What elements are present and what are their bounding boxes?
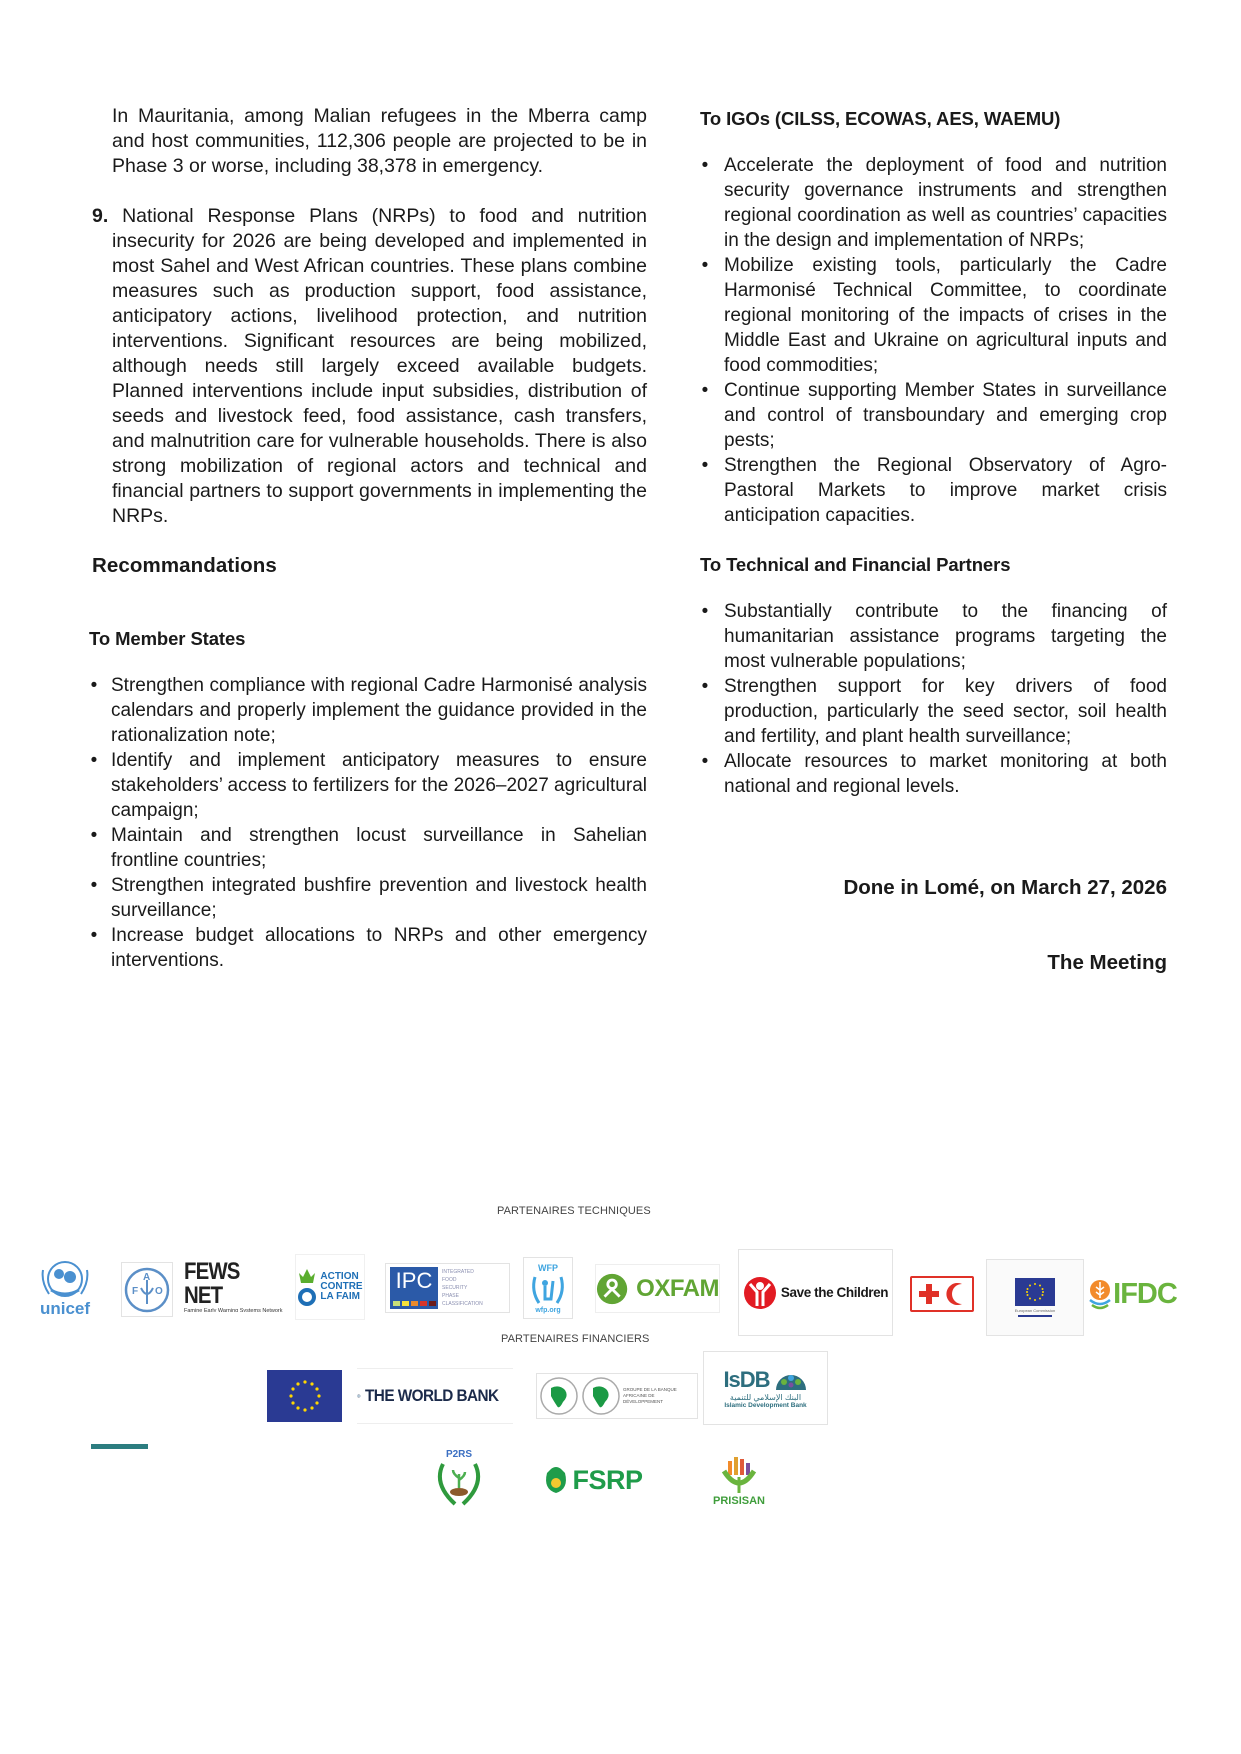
list-item: • Accelerate the deployment of food and nutrition security governance instruments and strengthen regional coordination as well as countries’ capacities in the design and implementation of NRPs;	[701, 155, 1167, 251]
ipc-caption: INTEGRATED FOOD SECURITY PHASE CLASSIFICATION	[442, 1269, 483, 1307]
afdb-emblem-icon-2	[581, 1376, 621, 1416]
ifdc-emblem-icon	[1089, 1278, 1111, 1310]
item-9-paragraph	[92, 204, 647, 529]
list-item: • Strengthen compliance with regional Cadre Harmonisé analysis calendars and properly implement the guidance provided in the rationalization note;	[90, 675, 647, 746]
isdb-logo	[703, 1351, 828, 1425]
bullet-icon: •	[701, 601, 709, 622]
bullet-icon: •	[701, 751, 709, 772]
wfp-emblem-icon	[529, 1273, 567, 1307]
save-the-children-emblem-icon	[743, 1276, 777, 1310]
partners-heading: To Technical and Financial Partners	[700, 554, 1011, 575]
afdb-emblem-icon	[539, 1376, 579, 1416]
bullet-icon: •	[701, 455, 709, 476]
fsrp-bag-icon	[543, 1465, 569, 1495]
done-in-place-date: Done in Lomé, on March 27, 2026	[843, 876, 1167, 899]
list-item: • Strengthen support for key drivers of food production, particularly the seed sector, soil health and fertility, and plant health surveillance;	[701, 676, 1167, 747]
ifdc-logo	[1088, 1274, 1178, 1314]
fao-emblem-icon	[123, 1266, 171, 1314]
list-item: • Continue supporting Member States in surveillance and control of transboundary and emerging crop pests;	[701, 380, 1167, 451]
unicef-emblem-icon	[37, 1258, 93, 1300]
ifdc-wordmark: IFDC	[1113, 1277, 1177, 1310]
signature: The Meeting	[1047, 951, 1167, 974]
fewsnet-logo	[184, 1262, 299, 1312]
red-cross-crescent-logo	[910, 1276, 974, 1312]
partners-list	[700, 599, 1167, 799]
acf-wordmark: ACTION CONTRE LA FAIM	[320, 1271, 363, 1302]
oxfam-logo	[595, 1264, 720, 1313]
fsrp-logo	[540, 1460, 646, 1500]
isdb-arabic: البنك الإسلامي للتنمية	[729, 1393, 802, 1402]
afdb-logo	[536, 1373, 698, 1419]
bullet-icon: •	[90, 750, 98, 771]
mauritania-paragraph: In Mauritania, among Malian refugees in the Mberra camp and host communities, 112,306 people are projected to be in Phase 3 or worse, including 38,378 in emergency.	[112, 105, 647, 177]
ec-underline	[1018, 1315, 1052, 1317]
eu-flag-icon	[1015, 1278, 1055, 1306]
prisisan-wordmark: PRISISAN	[713, 1495, 765, 1507]
list-item: • Allocate resources to market monitoring at both national and regional levels.	[701, 751, 1167, 797]
p2rs-wreath-icon	[431, 1460, 487, 1508]
fao-letter-a: A	[143, 1271, 151, 1283]
ipc-phase-scale	[393, 1301, 436, 1306]
bullet-icon: •	[701, 676, 709, 697]
oxfam-wordmark: OXFAM	[636, 1274, 719, 1302]
igos-heading: To IGOs (CILSS, ECOWAS, AES, WAEMU)	[700, 108, 1061, 129]
world-bank-logo	[357, 1368, 513, 1424]
red-crescent-icon	[946, 1282, 966, 1306]
p2rs-logo	[427, 1448, 491, 1510]
bullet-icon: •	[701, 380, 709, 401]
prisisan-emblem-icon	[714, 1455, 764, 1495]
list-item: • Increase budget allocations to NRPs and other emergency interventions.	[90, 925, 647, 971]
wfp-logo: WFP wfp.org	[523, 1257, 573, 1319]
world-bank-globe-icon	[357, 1373, 361, 1419]
list-item: • Mobilize existing tools, particularly the Cadre Harmonisé Technical Committee, to coordinate regional monitoring of the impacts of crises in the Middle East and Ukraine on agricultural inputs and food commodities;	[701, 255, 1167, 376]
ipc-logo	[385, 1263, 510, 1313]
eu-stars-icon	[280, 1376, 330, 1416]
world-bank-wordmark: THE WORLD BANK	[364, 1386, 499, 1405]
igos-list	[700, 153, 1167, 528]
save-the-children-logo	[738, 1249, 893, 1336]
fao-letter-f: F	[132, 1285, 139, 1297]
acf-emblem-icon	[297, 1265, 317, 1309]
bullet-icon: •	[701, 155, 709, 176]
left-column	[89, 104, 647, 973]
list-item: • Identify and implement anticipatory measures to ensure stakeholders’ access to fertilizers for the 2026–2027 agricultural campaign;	[90, 750, 647, 821]
bullet-icon: •	[90, 675, 98, 696]
fsrp-wordmark: FSRP	[572, 1464, 643, 1495]
fewsnet-subtitle: Famine Early Warning Systems Network	[184, 1308, 283, 1312]
list-item: • Maintain and strengthen locust surveillance in Sahelian frontline countries;	[90, 825, 647, 871]
oxfam-emblem-icon	[596, 1272, 628, 1306]
list-item: • Strengthen integrated bushfire prevention and livestock health surveillance;	[90, 875, 647, 921]
european-commission-logo	[986, 1259, 1084, 1336]
item-9-text: National Response Plans (NRPs) to food and nutrition insecurity for 2026 are being developed and implemented in most Sahel and West African countries. These plans combine measures such as production support, food assistance, anticipatory actions, livelihood protection, and nutrition interventions. Significant resources are being mobilized, although needs still largely exceed available budgets. Planned interventions include input subsidies, distribution of seeds and livestock feed, food assistance, cash transfers, and malnutrition care for vulnerable households. There is also strong mobilization of regional actors and technical and financial partners to support governments in implementing the NRPs.	[112, 205, 647, 527]
eu-flag-logo	[267, 1370, 342, 1422]
afdb-caption: GROUPE DE LA BANQUE AFRICAINE DE DÉVELOPPEMENT	[623, 1387, 677, 1404]
p2rs-wordmark: P2RS	[445, 1449, 473, 1460]
list-item: • Substantially contribute to the financing of humanitarian assistance programs targeting the most vulnerable populations;	[701, 601, 1167, 672]
save-the-children-wordmark: Save the Children	[780, 1285, 889, 1300]
bullet-icon: •	[90, 875, 98, 896]
bullet-icon: •	[90, 825, 98, 846]
bullet-icon: •	[90, 925, 98, 946]
isdb-wordmark: IsDB	[723, 1367, 770, 1392]
technical-partners-label: PARTENAIRES TECHNIQUES	[497, 1205, 651, 1217]
fewsnet-wordmark: FEWS NET	[184, 1262, 240, 1309]
financial-partners-label: PARTENAIRES FINANCIERS	[501, 1333, 650, 1345]
isdb-subtitle: Islamic Development Bank	[724, 1402, 807, 1409]
member-states-list	[89, 673, 647, 973]
list-item: • Strengthen the Regional Observatory of Agro-Pastoral Markets to improve market crisis anticipation capacities.	[701, 455, 1167, 526]
fao-letter-o: O	[155, 1285, 163, 1297]
isdb-globe-icon	[774, 1368, 808, 1392]
unicef-wordmark: unicef	[39, 1298, 91, 1318]
fao-logo	[121, 1262, 173, 1317]
prisisan-logo	[703, 1450, 775, 1512]
member-states-heading: To Member States	[89, 628, 246, 649]
unicef-logo	[34, 1255, 96, 1319]
teal-accent-bar	[91, 1444, 148, 1449]
ipc-badge: IPC	[390, 1267, 438, 1309]
item-9-number: 9.	[92, 205, 109, 227]
recommendations-heading: Recommandations	[92, 554, 277, 577]
red-cross-icon	[918, 1283, 940, 1305]
ec-caption: European Commission	[1014, 1308, 1056, 1314]
acf-logo	[295, 1254, 365, 1320]
right-column	[700, 106, 1167, 799]
bullet-icon: •	[701, 255, 709, 276]
